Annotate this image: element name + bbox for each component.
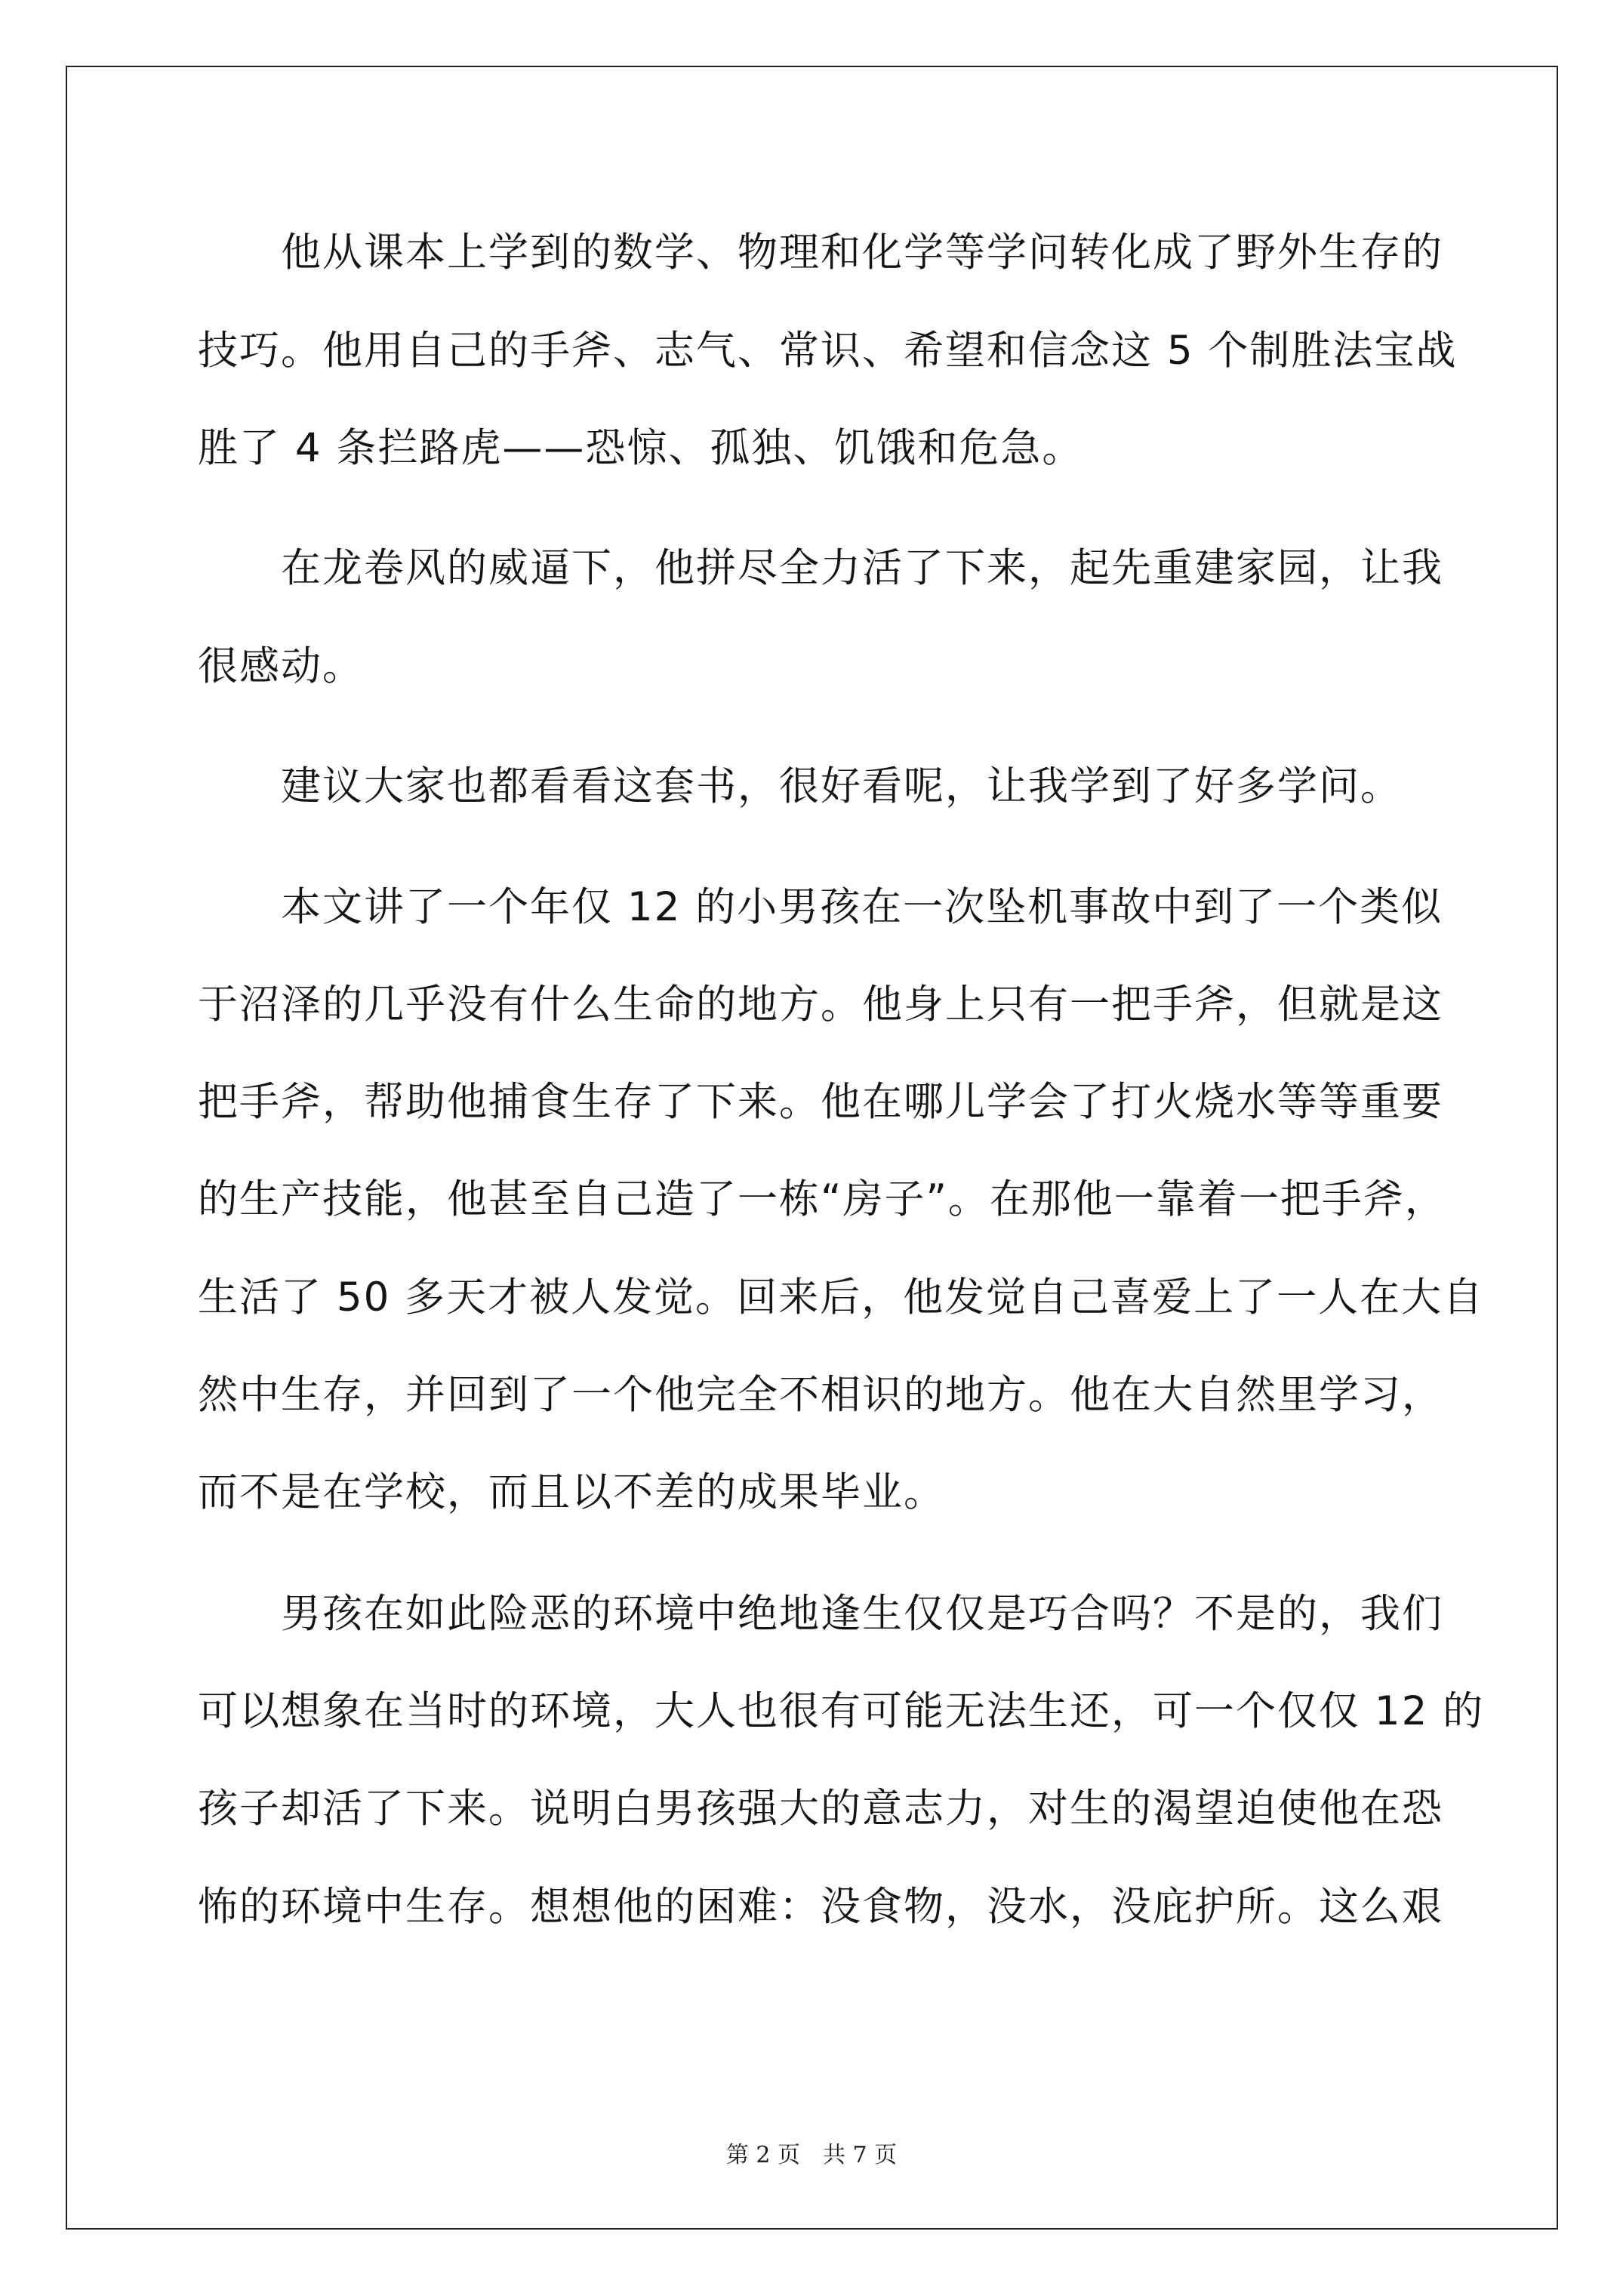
paragraph-line: 可以想象在当时的环境，大人也很有可能无法生还，可一个仅仅 12 的: [198, 1688, 1485, 1734]
paragraph-line: 胜了 4 条拦路虎——恐惊、孤独、饥饿和危急。: [198, 425, 1084, 471]
paragraph-line: 在龙卷风的威逼下，他拼尽全力活了下来，起先重建家园，让我: [281, 545, 1443, 591]
paragraph-line: 生活了 50 多天才被人发觉。回来后，他发觉自己喜爱上了一人在大自: [198, 1274, 1485, 1321]
paragraph-line: 孩子却活了下来。说明白男孩强大的意志力，对生的渴望迫使他在恐: [198, 1786, 1443, 1832]
page-number-footer: 第 2 页 共 7 页: [725, 2142, 898, 2168]
paragraph-line: 男孩在如此险恶的环境中绝地逢生仅仅是巧合吗？不是的，我们: [281, 1591, 1443, 1637]
paragraph-line: 而不是在学校，而且以不差的成果毕业。: [198, 1469, 945, 1515]
paragraph-line: 怖的环境中生存。想想他的困难：没食物，没水，没庇护所。这么艰: [198, 1884, 1443, 1930]
paragraph-line: 本文讲了一个年仅 12 的小男孩在一次坠机事故中到了一个类似: [281, 884, 1443, 930]
paragraph-line: 的生产技能，他甚至自己造了一栋“房子”。在那他一靠着一把手斧，: [198, 1176, 1446, 1222]
paragraph-line: 建议大家也都看看这套书，很好看呢，让我学到了好多学问。: [281, 763, 1402, 809]
paragraph-line: 技巧。他用自己的手斧、志气、常识、希望和信念这 5 个制胜法宝战: [198, 328, 1458, 374]
paragraph-line: 然中生存，并回到了一个他完全不相识的地方。他在大自然里学习，: [198, 1372, 1443, 1418]
paragraph-line: 把手斧，帮助他捕食生存了下来。他在哪儿学会了打火烧水等等重要: [198, 1079, 1443, 1125]
paragraph-line: 于沼泽的几乎没有什么生命的地方。他身上只有一把手斧，但就是这: [198, 982, 1443, 1028]
paragraph-line: 他从课本上学到的数学、物理和化学等学问转化成了野外生存的: [281, 230, 1443, 276]
paragraph-line: 很感动。: [198, 643, 364, 689]
